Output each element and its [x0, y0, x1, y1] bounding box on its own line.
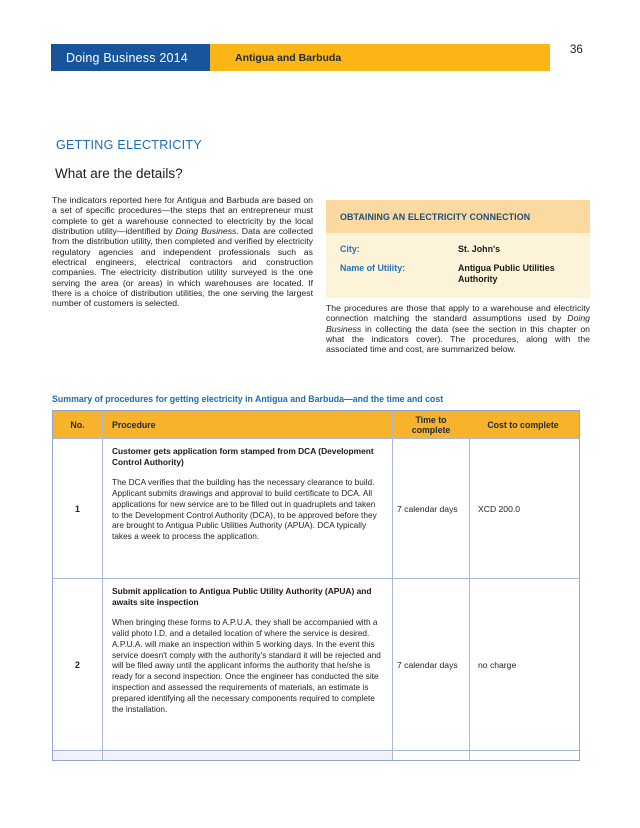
stub-cell	[53, 751, 103, 760]
time-cell: 7 calendar days	[393, 579, 470, 750]
table-row	[53, 439, 579, 579]
intro-text-2: . Data are collected from the distribution utility, then completed and verified by electricity regulatory agencies and independent professionals such as electrical engineers, electrical contractors and construction companies. The electricity distribution utility surveyed is the one serving the area (or areas) in which warehouses are located. If there is a choice of distribution utilities, the one serving the largest number of customers is selected.	[52, 226, 313, 309]
stub-cell	[103, 751, 393, 760]
cost-cell: no charge	[478, 659, 517, 670]
stub-cell	[470, 751, 576, 760]
col-header-cost: Cost to complete	[487, 419, 559, 430]
table-caption: Summary of procedures for getting electricity in Antigua and Barbuda—and the time and cost	[52, 394, 444, 404]
intro-italic: Doing Business	[175, 226, 237, 237]
report-country: Antigua and Barbuda	[210, 44, 550, 71]
page-number: 36	[570, 44, 583, 56]
row-number: 1	[53, 439, 103, 578]
utility-value: Antigua Public Utilities Authority	[458, 263, 555, 284]
table-row-truncated	[53, 751, 579, 760]
procedure-description: The DCA verifies that the building has the necessary clearance to build. Applicant submits drawings and approval to build certificate to DCA. All applications for new service are to be filled out in quadruplets and taken to the Development Control Authority (DCA), to be approved before they are brought to Antigua Public Utilities Authority (APUA). DCA typically takes a week to process the application.	[112, 476, 377, 542]
row-number: 2	[53, 579, 103, 750]
procedures-table	[52, 410, 580, 761]
note-text-1: The procedures are those that apply to a warehouse and electricity connection matching the standard assumptions used by	[326, 303, 590, 324]
intro-paragraph	[52, 195, 313, 309]
col-header-procedure: Procedure	[103, 411, 393, 438]
col-header-time: Time to complete	[393, 411, 470, 438]
intro-text-1: The indicators reported here for Antigua and Barbuda are based on a set of specific procedures—the steps that an entrepreneur must complete to get a warehouse connected to electricity by the local distribution utility—identified by	[52, 195, 313, 237]
procedure-cell	[103, 579, 393, 750]
table-row	[53, 579, 579, 751]
procedure-description: When bringing these forms to A.P.U.A. they shall be accompanied with a valid photo I.D. and a detailed location of where the service is desired. A.P.U.A. will make an inspection within 5 working days. In the event this service doesn't comply with the authority's standard it will be rejected and will be filed away until the applicant informs the authority that he/she is ready for a second inspection. Once the engineer has conducted the site inspection and assessed the requirements of materials, an estimate is prepared identifying all the necessary components required to complete the installation.	[112, 616, 381, 715]
connection-field-city	[340, 244, 582, 255]
section-title: GETTING ELECTRICITY	[56, 138, 202, 152]
page-subtitle: What are the details?	[55, 166, 183, 181]
connection-box-title: OBTAINING AN ELECTRICITY CONNECTION	[326, 200, 590, 233]
city-label: City:	[340, 244, 360, 254]
procedure-title: Submit application to Antigua Public Utility Authority (APUA) and awaits site inspection	[112, 586, 372, 607]
cost-cell: XCD 200.0	[478, 503, 521, 514]
col-header-no: No.	[53, 411, 103, 438]
time-cell: 7 calendar days	[393, 439, 470, 578]
procedure-title: Customer gets application form stamped from DCA (Development Control Authority)	[112, 446, 374, 467]
city-value: St. John's	[458, 244, 501, 254]
connection-box-body	[326, 233, 590, 298]
report-brand: Doing Business 2014	[51, 44, 210, 71]
stub-cell	[393, 751, 470, 760]
table-header-row	[53, 411, 579, 439]
note-italic: Doing Business	[326, 313, 590, 334]
note-text-2: in collecting the data (see the section in this chapter on what the indicators cover). The procedures, along with the associated time and cost, are summarized below.	[326, 323, 590, 355]
connection-info-box	[326, 200, 590, 298]
report-header-banner	[51, 44, 550, 71]
procedures-note-paragraph	[326, 303, 590, 354]
connection-field-utility	[340, 263, 582, 285]
procedure-cell	[103, 439, 393, 578]
utility-label: Name of Utility:	[340, 263, 406, 273]
